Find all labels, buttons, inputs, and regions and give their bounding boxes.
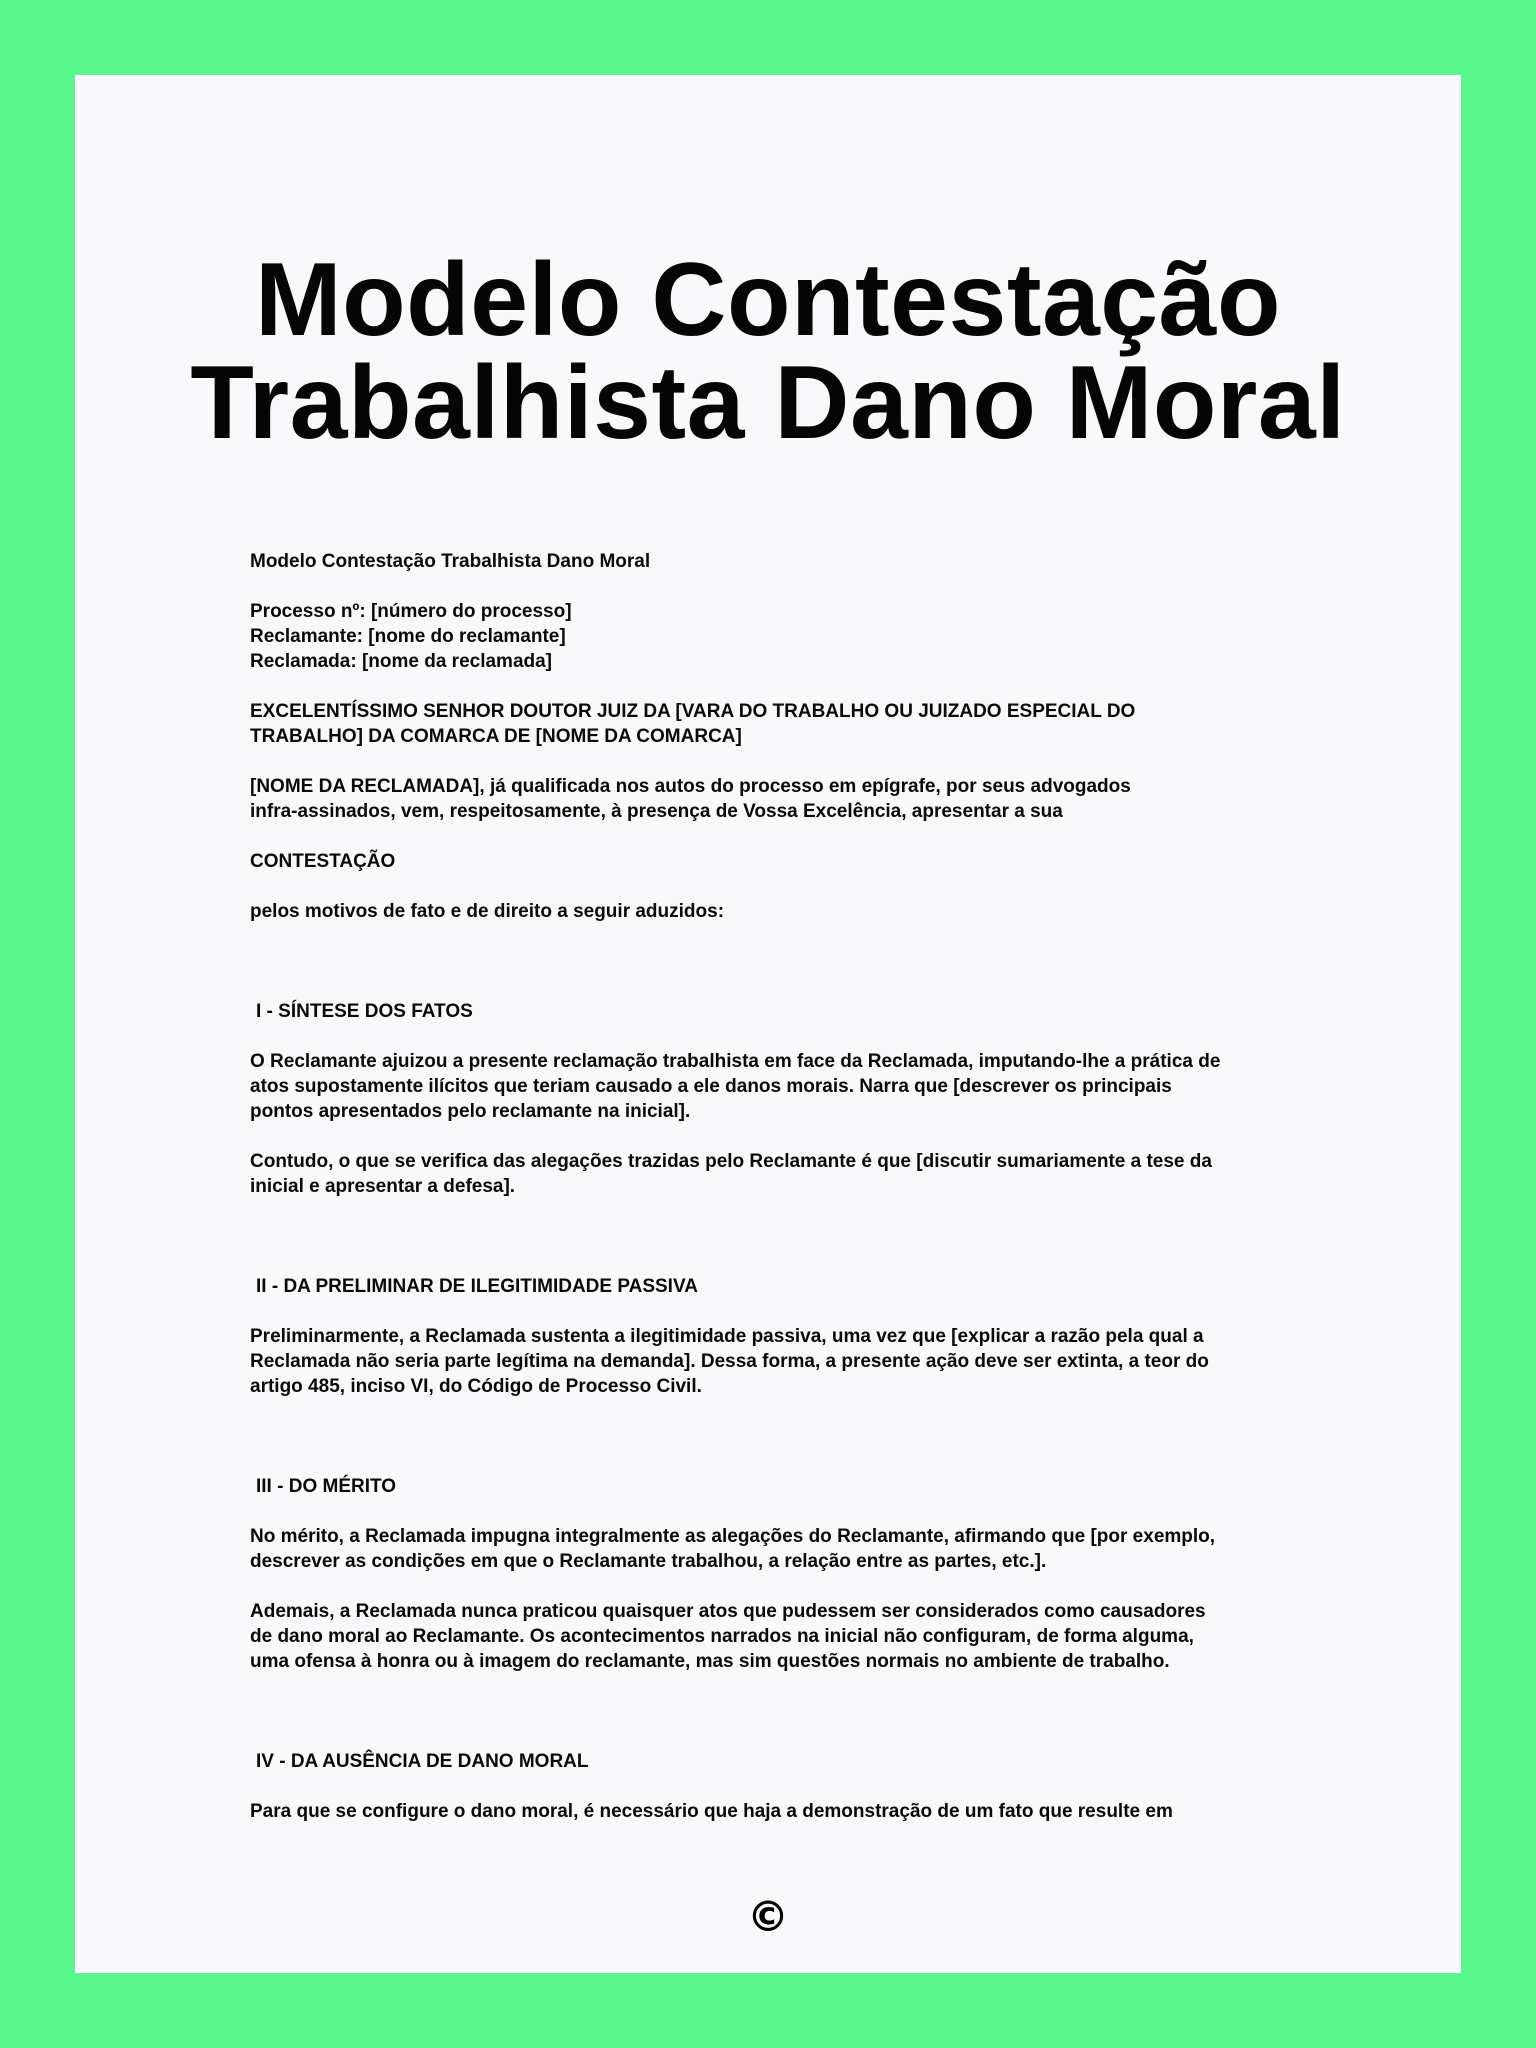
page-title-line-2: Trabalhista Dano Moral [190, 345, 1346, 461]
intro-line: [NOME DA RECLAMADA], já qualificada nos autos do processo em epígrafe, por seus advogados [250, 776, 1131, 797]
section-heading-sintese: I - SÍNTESE DOS FATOS [256, 1001, 473, 1022]
section-merito-paragraph-1 [250, 1524, 1370, 1574]
plaintiff-line: Reclamante: [nome do reclamante] [250, 626, 566, 647]
paragraph-line: Para que se configure o dano moral, é necessário que haja a demonstração de um fato que resulte em [250, 1801, 1173, 1822]
section-heading-preliminar: II - DA PRELIMINAR DE ILEGITIMIDADE PASSIVA [256, 1276, 698, 1297]
paragraph-line: Reclamada não seria parte legítima na demanda]. Dessa forma, a presente ação deve ser extinta, a teor do [250, 1351, 1209, 1372]
document-page [75, 75, 1461, 1973]
paragraph-line: No mérito, a Reclamada impugna integralmente as alegações do Reclamante, afirmando que [por exemplo, [250, 1526, 1216, 1547]
process-number-line: Processo nº: [número do processo] [250, 601, 572, 622]
section-preliminar-paragraph-1 [250, 1324, 1370, 1399]
section-sintese-paragraph-1 [250, 1049, 1370, 1124]
paragraph-line: uma ofensa à honra ou à imagem do reclamante, mas sim questões normais no ambiente de trabalho. [250, 1651, 1170, 1672]
document-body [250, 549, 1370, 1824]
motivos-line: pelos motivos de fato e de direito a seguir aduzidos: [250, 901, 725, 922]
court-address-line: EXCELENTÍSSIMO SENHOR DOUTOR JUIZ DA [VARA DO TRABALHO OU JUIZADO ESPECIAL DO [250, 701, 1136, 722]
court-address-line: TRABALHO] DA COMARCA DE [NOME DA COMARCA] [250, 726, 742, 747]
paragraph-line: pontos apresentados pelo reclamante na inicial]. [250, 1101, 691, 1122]
section-sintese-paragraph-2 [250, 1149, 1370, 1199]
contestacao-label: CONTESTAÇÃO [250, 851, 396, 872]
paragraph-line: Contudo, o que se verifica das alegações trazidas pelo Reclamante é que [discutir sumariamente a tese da [250, 1151, 1212, 1172]
paragraph-line: Ademais, a Reclamada nunca praticou quaisquer atos que pudessem ser considerados como causadores [250, 1601, 1206, 1622]
document-subtitle: Modelo Contestação Trabalhista Dano Moral [250, 551, 651, 572]
court-address [250, 699, 1370, 749]
intro-paragraph [250, 774, 1370, 824]
paragraph-line: atos supostamente ilícitos que teriam causado a ele danos morais. Narra que [descrever os principais [250, 1076, 1172, 1097]
intro-line: infra-assinados, vem, respeitosamente, à presença de Vossa Excelência, apresentar a sua [250, 801, 1063, 822]
defendant-line: Reclamada: [nome da reclamada] [250, 651, 553, 672]
paragraph-line: de dano moral ao Reclamante. Os acontecimentos narrados na inicial não configuram, de forma alguma, [250, 1626, 1194, 1647]
process-header [250, 599, 1370, 674]
section-heading-merito: III - DO MÉRITO [256, 1476, 397, 1497]
paragraph-line: inicial e apresentar a defesa]. [250, 1176, 516, 1197]
section-heading-ausencia-dano: IV - DA AUSÊNCIA DE DANO MORAL [256, 1751, 589, 1772]
section-merito-paragraph-2 [250, 1599, 1370, 1674]
page-title [75, 242, 1461, 461]
paragraph-line: O Reclamante ajuizou a presente reclamação trabalhista em face da Reclamada, imputando-lhe a prática de [250, 1051, 1221, 1072]
paragraph-line: descrever as condições em que o Reclamante trabalhou, a relação entre as partes, etc.]. [250, 1551, 1047, 1572]
section-ausencia-paragraph-1 [250, 1799, 1370, 1824]
page-title-line-1: Modelo Contestação [255, 242, 1281, 358]
paragraph-line: Preliminarmente, a Reclamada sustenta a ilegitimidade passiva, uma vez que [explicar a razão pela qual a [250, 1326, 1204, 1347]
paragraph-line: artigo 485, inciso VI, do Código de Processo Civil. [250, 1376, 702, 1397]
copyright-icon: © [747, 1892, 789, 1941]
